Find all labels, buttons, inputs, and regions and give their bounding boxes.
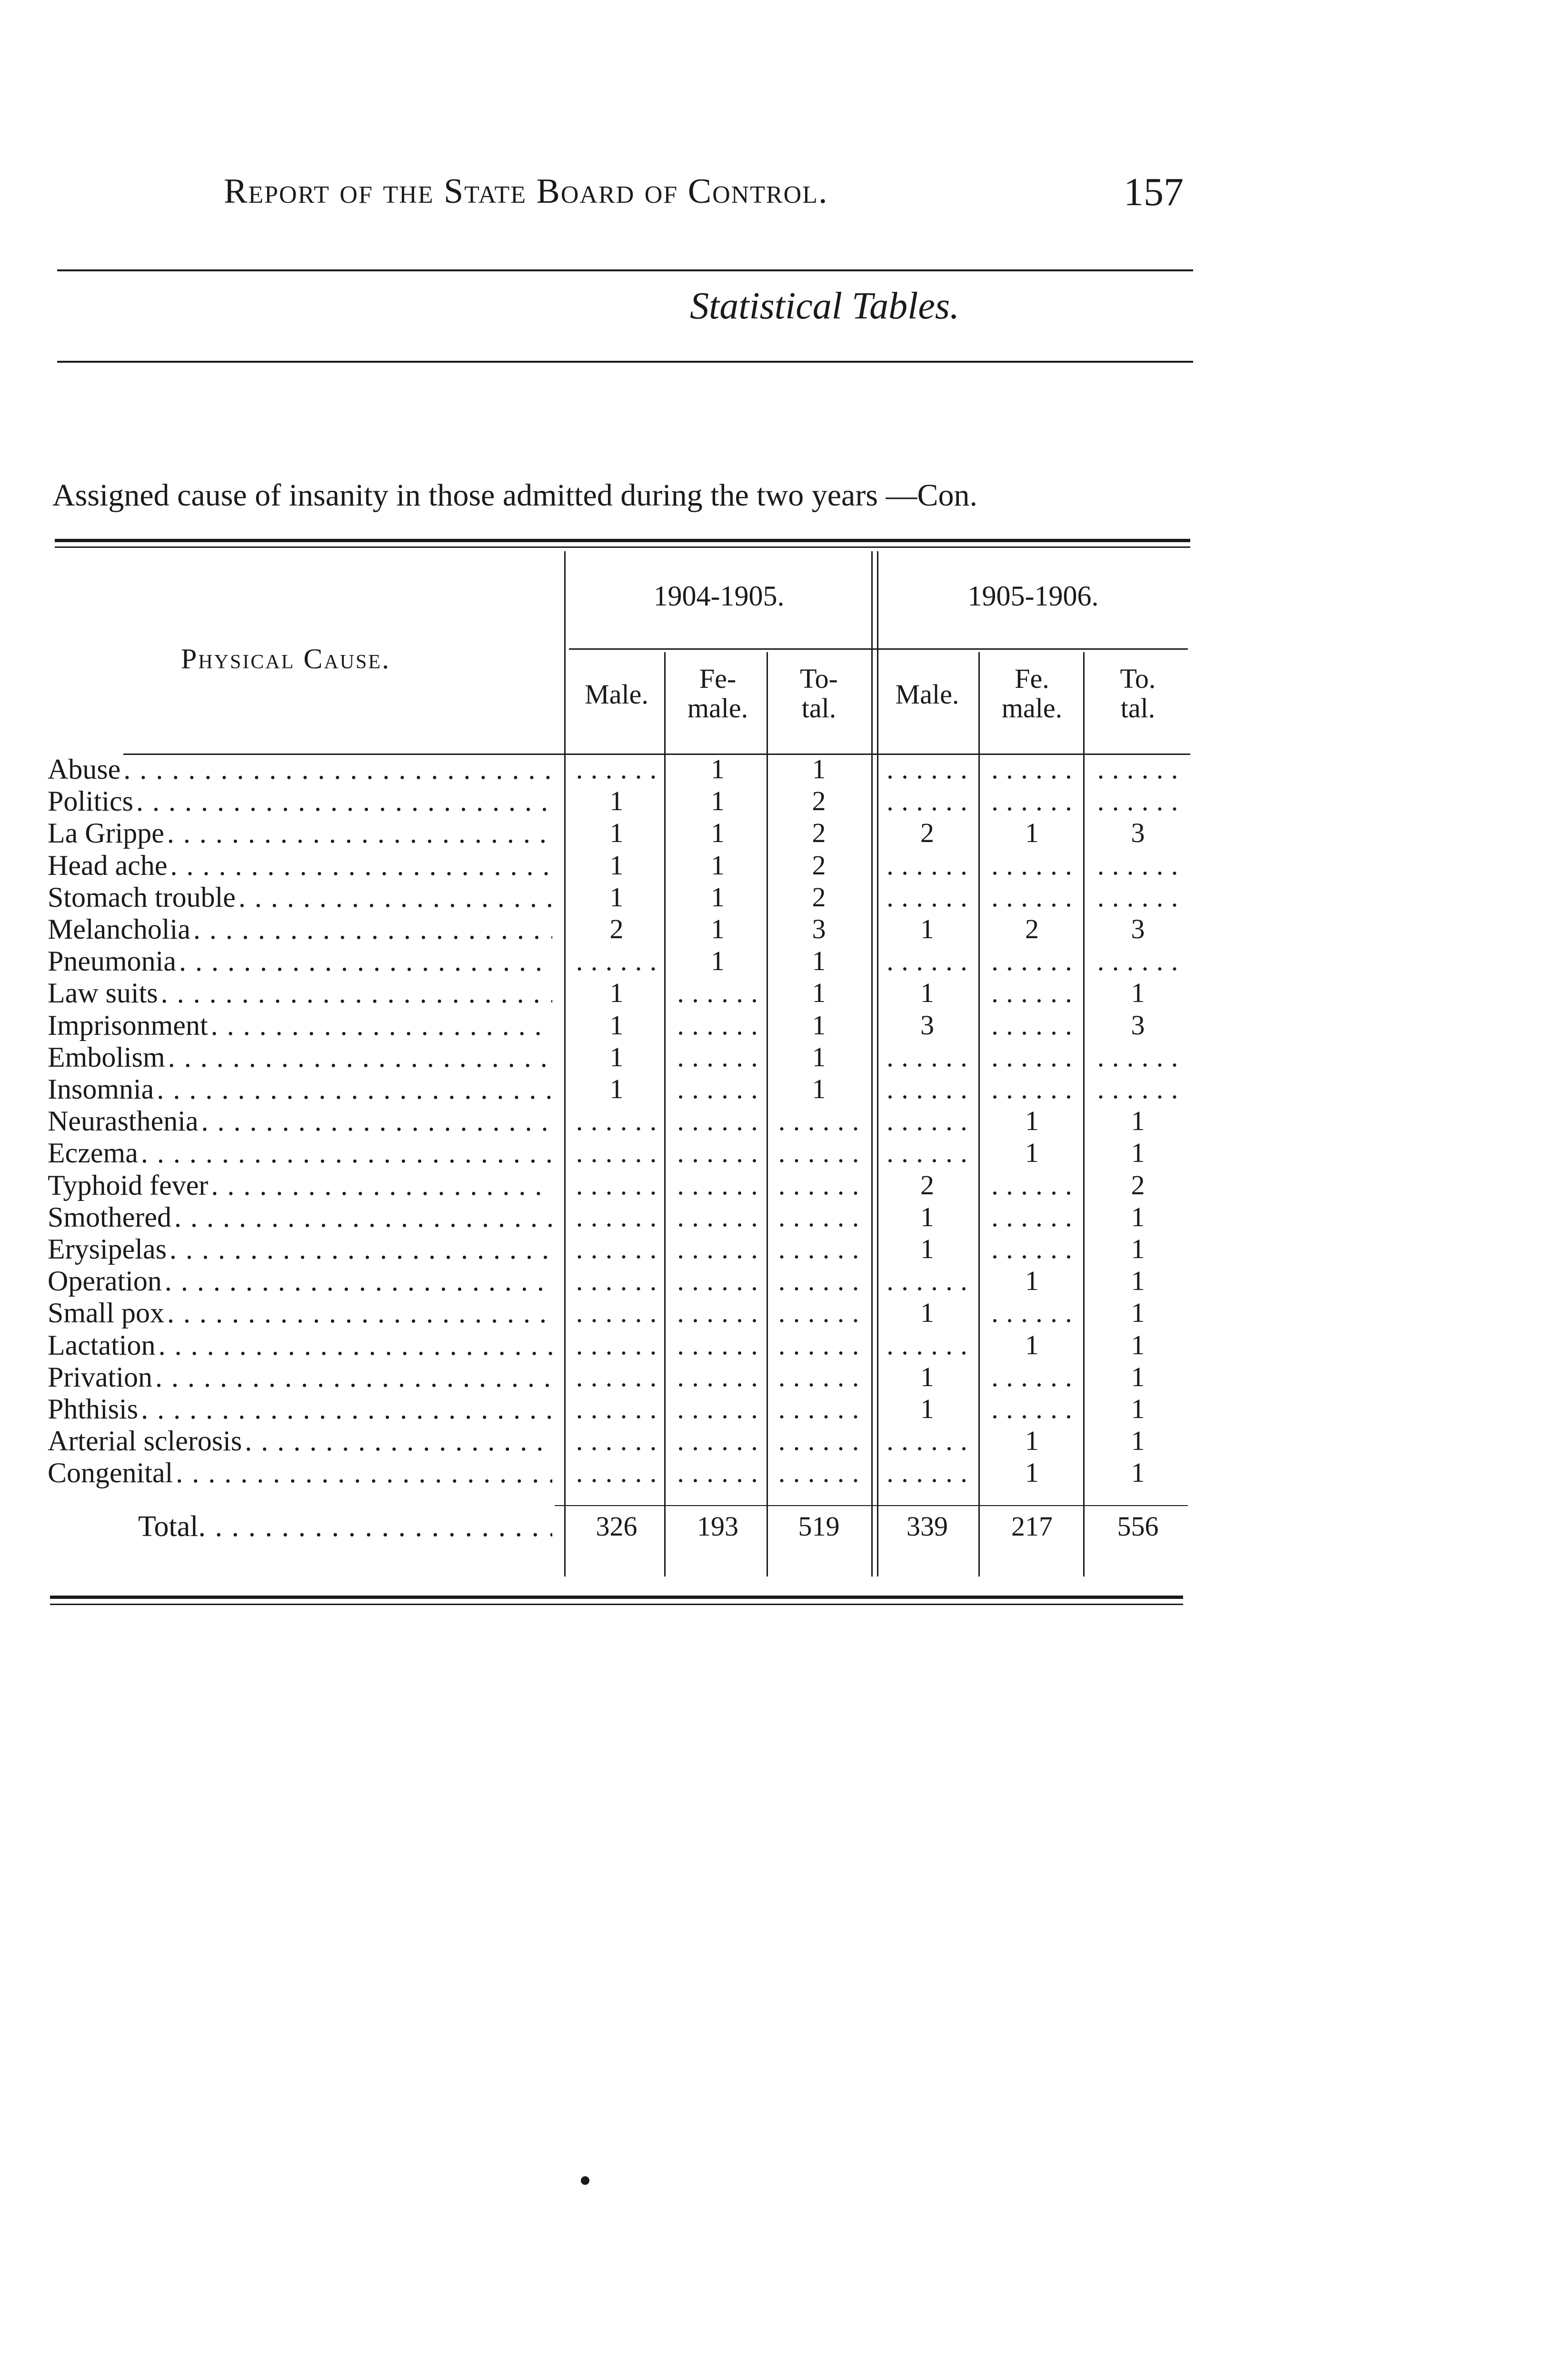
column-divider: [978, 652, 980, 1577]
table-cell: 2: [1025, 913, 1039, 944]
table-cell: 1: [1131, 1361, 1145, 1392]
table-cell: 2: [1131, 1169, 1145, 1200]
table-cell: 1: [1131, 1393, 1145, 1424]
table-cell: [669, 1297, 767, 1329]
table-cell: [983, 849, 1081, 882]
cause-name: Arterial sclerosis: [48, 1425, 245, 1457]
table-cell: [771, 1425, 867, 1457]
header-rule-top: [57, 269, 1193, 271]
row-cause-label: [48, 1041, 552, 1073]
row-cause-label: [48, 1201, 552, 1233]
table-cell: 1: [1025, 1265, 1039, 1297]
cause-name: Operation: [48, 1265, 165, 1297]
row-cause-label: [48, 753, 552, 785]
column-divider: [664, 652, 666, 1577]
table-cell: [983, 977, 1081, 1009]
table-cell: [878, 785, 976, 817]
period-header-1904: 1904-1905.: [653, 580, 785, 612]
table-cell: [983, 881, 1081, 913]
table-cell: 1: [920, 1201, 934, 1232]
total-value: 193: [697, 1511, 738, 1542]
table-cell: 1: [711, 785, 725, 817]
row-cause-label: [48, 1297, 552, 1329]
table-cell: [771, 1169, 867, 1201]
table-bottom-rule: [50, 1596, 1183, 1599]
table-cell: 3: [812, 913, 826, 944]
table-cell: [983, 1297, 1081, 1329]
table-cell: 1: [920, 1233, 934, 1264]
table-cell: [983, 1073, 1081, 1105]
table-cell: [569, 1425, 664, 1457]
row-cause-label: [48, 1009, 552, 1041]
table-cell: [669, 1329, 767, 1361]
table-cell: 1: [1131, 977, 1145, 1009]
table-cell: 1: [609, 977, 624, 1009]
row-cause-label: [48, 913, 552, 945]
cause-name: Melancholia: [48, 913, 193, 945]
total-value: 217: [1011, 1511, 1053, 1542]
table-cell: [569, 1233, 664, 1265]
table-cell: [878, 1265, 976, 1297]
table-top-rule-thin: [55, 546, 1190, 548]
table-cell: [669, 1361, 767, 1393]
table-cell: 1: [609, 785, 624, 817]
table-cell: [771, 1233, 867, 1265]
table-cell: [569, 1265, 664, 1297]
cause-name: Congenital: [48, 1457, 176, 1488]
table-cell: [569, 1169, 664, 1201]
ink-dot: [581, 2176, 589, 2185]
table-cell: 1: [609, 849, 624, 881]
table-cell: 1: [920, 1393, 934, 1424]
total-rule: [555, 1505, 1188, 1506]
table-cell: [983, 945, 1081, 977]
row-cause-label: [48, 1105, 552, 1137]
table-cell: 1: [1131, 1201, 1145, 1232]
table-cell: 1: [1025, 1425, 1039, 1457]
table-cell: 1: [812, 1041, 826, 1072]
row-cause-label: [48, 1457, 552, 1489]
table-cell: 3: [1131, 817, 1145, 849]
total-label: Total . . .: [138, 1510, 552, 1543]
table-cell: [878, 1457, 976, 1489]
table-cell: [771, 1457, 867, 1489]
cause-name: Head ache: [48, 850, 170, 881]
table-cell: 1: [1131, 1137, 1145, 1169]
table-cell: 1: [711, 881, 725, 912]
cause-name: Imprisonment: [48, 1010, 211, 1041]
row-cause-label: [48, 1137, 552, 1169]
row-cause-label: [48, 1265, 552, 1297]
cause-name: Abuse: [48, 754, 123, 785]
cause-name: La Grippe: [48, 817, 167, 849]
table-cell: 1: [711, 849, 725, 881]
table-cell: 1: [920, 913, 934, 944]
table-cell: 1: [609, 817, 624, 849]
table-cell: 3: [920, 1009, 934, 1041]
column-header: Fe- male.: [687, 663, 748, 724]
table-cell: 3: [1131, 913, 1145, 944]
table-cell: 1: [711, 913, 725, 944]
row-cause-label: [48, 1169, 552, 1201]
cause-name: Eczema: [48, 1137, 141, 1169]
row-cause-label: [48, 977, 552, 1009]
table-cell: [878, 881, 976, 913]
row-cause-label: [48, 881, 552, 913]
table-cell: 1: [1131, 1105, 1145, 1137]
cause-column-header: Physical Cause.: [181, 643, 391, 674]
table-cell: [569, 753, 664, 785]
cause-name: Lactation: [48, 1329, 159, 1361]
table-cell: [669, 1169, 767, 1201]
table-cell: 1: [609, 1073, 624, 1104]
table-cell: 2: [920, 1169, 934, 1200]
table-cell: [771, 1329, 867, 1361]
row-cause-label: [48, 817, 552, 849]
table-cell: 1: [920, 1361, 934, 1392]
row-cause-label: [48, 849, 552, 882]
column-divider: [1083, 652, 1085, 1577]
table-cell: [569, 1105, 664, 1137]
row-cause-label: [48, 1329, 552, 1361]
table-cell: [983, 1361, 1081, 1393]
table-cell: [669, 1137, 767, 1169]
table-cell: [669, 1457, 767, 1489]
table-cell: [569, 1457, 664, 1489]
row-cause-label: [48, 1425, 552, 1457]
table-cell: [569, 1393, 664, 1425]
table-cell: [669, 1393, 767, 1425]
cause-name: Smothered: [48, 1201, 174, 1233]
table-cell: 1: [1131, 1233, 1145, 1264]
table-cell: [771, 1137, 867, 1169]
table-cell: [878, 1329, 976, 1361]
table-cell: 1: [812, 945, 826, 977]
total-value: 326: [596, 1511, 638, 1542]
cause-name: Embolism: [48, 1041, 168, 1073]
cause-name: Insomnia: [48, 1073, 157, 1105]
running-head: Report of the State Board of Control.: [224, 172, 828, 211]
column-header: Male.: [585, 679, 648, 710]
table-cell: [878, 753, 976, 785]
table-cell: [771, 1393, 867, 1425]
cause-name: Stomach trouble: [48, 882, 239, 913]
table-cell: [1088, 945, 1188, 977]
row-cause-label: [48, 1393, 552, 1425]
total-value: 339: [906, 1511, 948, 1542]
column-header: To- tal.: [800, 663, 838, 724]
cause-name: Politics: [48, 785, 136, 817]
cause-name: Law suits: [48, 977, 161, 1009]
table-cell: 1: [1025, 1329, 1039, 1360]
period-underline: [569, 648, 1188, 650]
table-cell: [983, 1041, 1081, 1073]
table-cell: [771, 1265, 867, 1297]
table-cell: [983, 753, 1081, 785]
table-caption: Assigned cause of insanity in those admitted during the two years —Con.: [52, 478, 978, 513]
table-cell: [983, 785, 1081, 817]
table-cell: [878, 1041, 976, 1073]
table-cell: [669, 1105, 767, 1137]
table-cell: [669, 1041, 767, 1073]
table-cell: [878, 1105, 976, 1137]
table-cell: [771, 1297, 867, 1329]
table-cell: [878, 1425, 976, 1457]
section-title: Statistical Tables.: [689, 285, 959, 327]
table-cell: [983, 1169, 1081, 1201]
table-cell: 1: [812, 1009, 826, 1041]
page-number: 157: [1124, 170, 1184, 214]
table-cell: 1: [1025, 817, 1039, 849]
table-cell: [983, 1009, 1081, 1041]
table-cell: 2: [812, 849, 826, 881]
table-top-rule: [55, 539, 1190, 542]
period-divider-middle: [871, 551, 873, 1577]
table-cell: [1088, 1041, 1188, 1073]
table-cell: [669, 977, 767, 1009]
table-cell: [569, 1361, 664, 1393]
table-cell: [669, 1009, 767, 1041]
column-header: To. tal.: [1120, 663, 1156, 724]
cause-name: Typhoid fever: [48, 1170, 211, 1201]
row-cause-label: [48, 1361, 552, 1393]
cause-name: Pneumonia: [48, 945, 179, 977]
table-cell: [669, 1073, 767, 1105]
row-cause-label: [48, 785, 552, 817]
cause-name: Phthisis: [48, 1393, 141, 1425]
table-cell: 2: [920, 817, 934, 849]
total-value: 556: [1117, 1511, 1159, 1542]
table-cell: [771, 1201, 867, 1233]
table-cell: 2: [812, 881, 826, 912]
table-cell: 2: [609, 913, 624, 944]
table-cell: [983, 1233, 1081, 1265]
period-divider-left: [564, 551, 566, 1577]
table-cell: [771, 1361, 867, 1393]
table-cell: 1: [1025, 1105, 1039, 1137]
table-cell: [1088, 753, 1188, 785]
table-cell: [878, 849, 976, 882]
table-cell: 2: [812, 785, 826, 817]
column-header: Male.: [895, 679, 959, 710]
table-cell: [1088, 849, 1188, 882]
table-cell: [569, 1297, 664, 1329]
cause-name: Privation: [48, 1361, 155, 1393]
table-cell: [569, 1329, 664, 1361]
table-cell: 1: [1025, 1457, 1039, 1488]
table-cell: 3: [1131, 1009, 1145, 1041]
cause-name: Small pox: [48, 1297, 167, 1329]
table-cell: [669, 1233, 767, 1265]
table-bottom-rule-thin: [50, 1604, 1183, 1605]
total-value: 519: [798, 1511, 840, 1542]
row-cause-label: [48, 1233, 552, 1265]
table-cell: 1: [1131, 1457, 1145, 1488]
table-cell: [1088, 881, 1188, 913]
row-cause-label: [48, 1073, 552, 1105]
table-cell: 2: [812, 817, 826, 849]
table-cell: [983, 1393, 1081, 1425]
table-cell: 1: [1025, 1137, 1039, 1169]
table-cell: 1: [920, 977, 934, 1009]
table-cell: [569, 1137, 664, 1169]
table-cell: 1: [1131, 1329, 1145, 1360]
table-cell: 1: [812, 754, 826, 784]
table-cell: [1088, 785, 1188, 817]
table-cell: [771, 1105, 867, 1137]
cause-name: Neurasthenia: [48, 1105, 201, 1137]
row-cause-label: [48, 945, 552, 977]
table-cell: [983, 1201, 1081, 1233]
table-cell: [569, 1201, 664, 1233]
table-cell: [878, 1073, 976, 1105]
table-cell: [669, 1265, 767, 1297]
column-header: Fe. male.: [1001, 663, 1063, 724]
table-cell: [669, 1201, 767, 1233]
table-cell: 1: [1131, 1265, 1145, 1297]
table-cell: [569, 945, 664, 977]
table-cell: 1: [711, 754, 725, 784]
table-cell: 1: [1131, 1297, 1145, 1329]
table-cell: [878, 1137, 976, 1169]
cause-name: Erysipelas: [48, 1233, 169, 1265]
table-cell: 1: [609, 1041, 624, 1072]
table-cell: 1: [920, 1297, 934, 1329]
table-cell: 1: [1131, 1425, 1145, 1457]
table-cell: [669, 1425, 767, 1457]
table-cell: 1: [812, 977, 826, 1009]
table-cell: 1: [609, 1009, 624, 1041]
period-header-1905: 1905-1906.: [967, 580, 1099, 612]
table-cell: 1: [711, 945, 725, 977]
column-divider: [767, 652, 768, 1577]
header-rule-bottom: [57, 361, 1193, 363]
table-cell: [878, 945, 976, 977]
table-cell: [1088, 1073, 1188, 1105]
table-cell: 1: [609, 881, 624, 912]
table-cell: 1: [812, 1073, 826, 1104]
table-cell: 1: [711, 817, 725, 849]
